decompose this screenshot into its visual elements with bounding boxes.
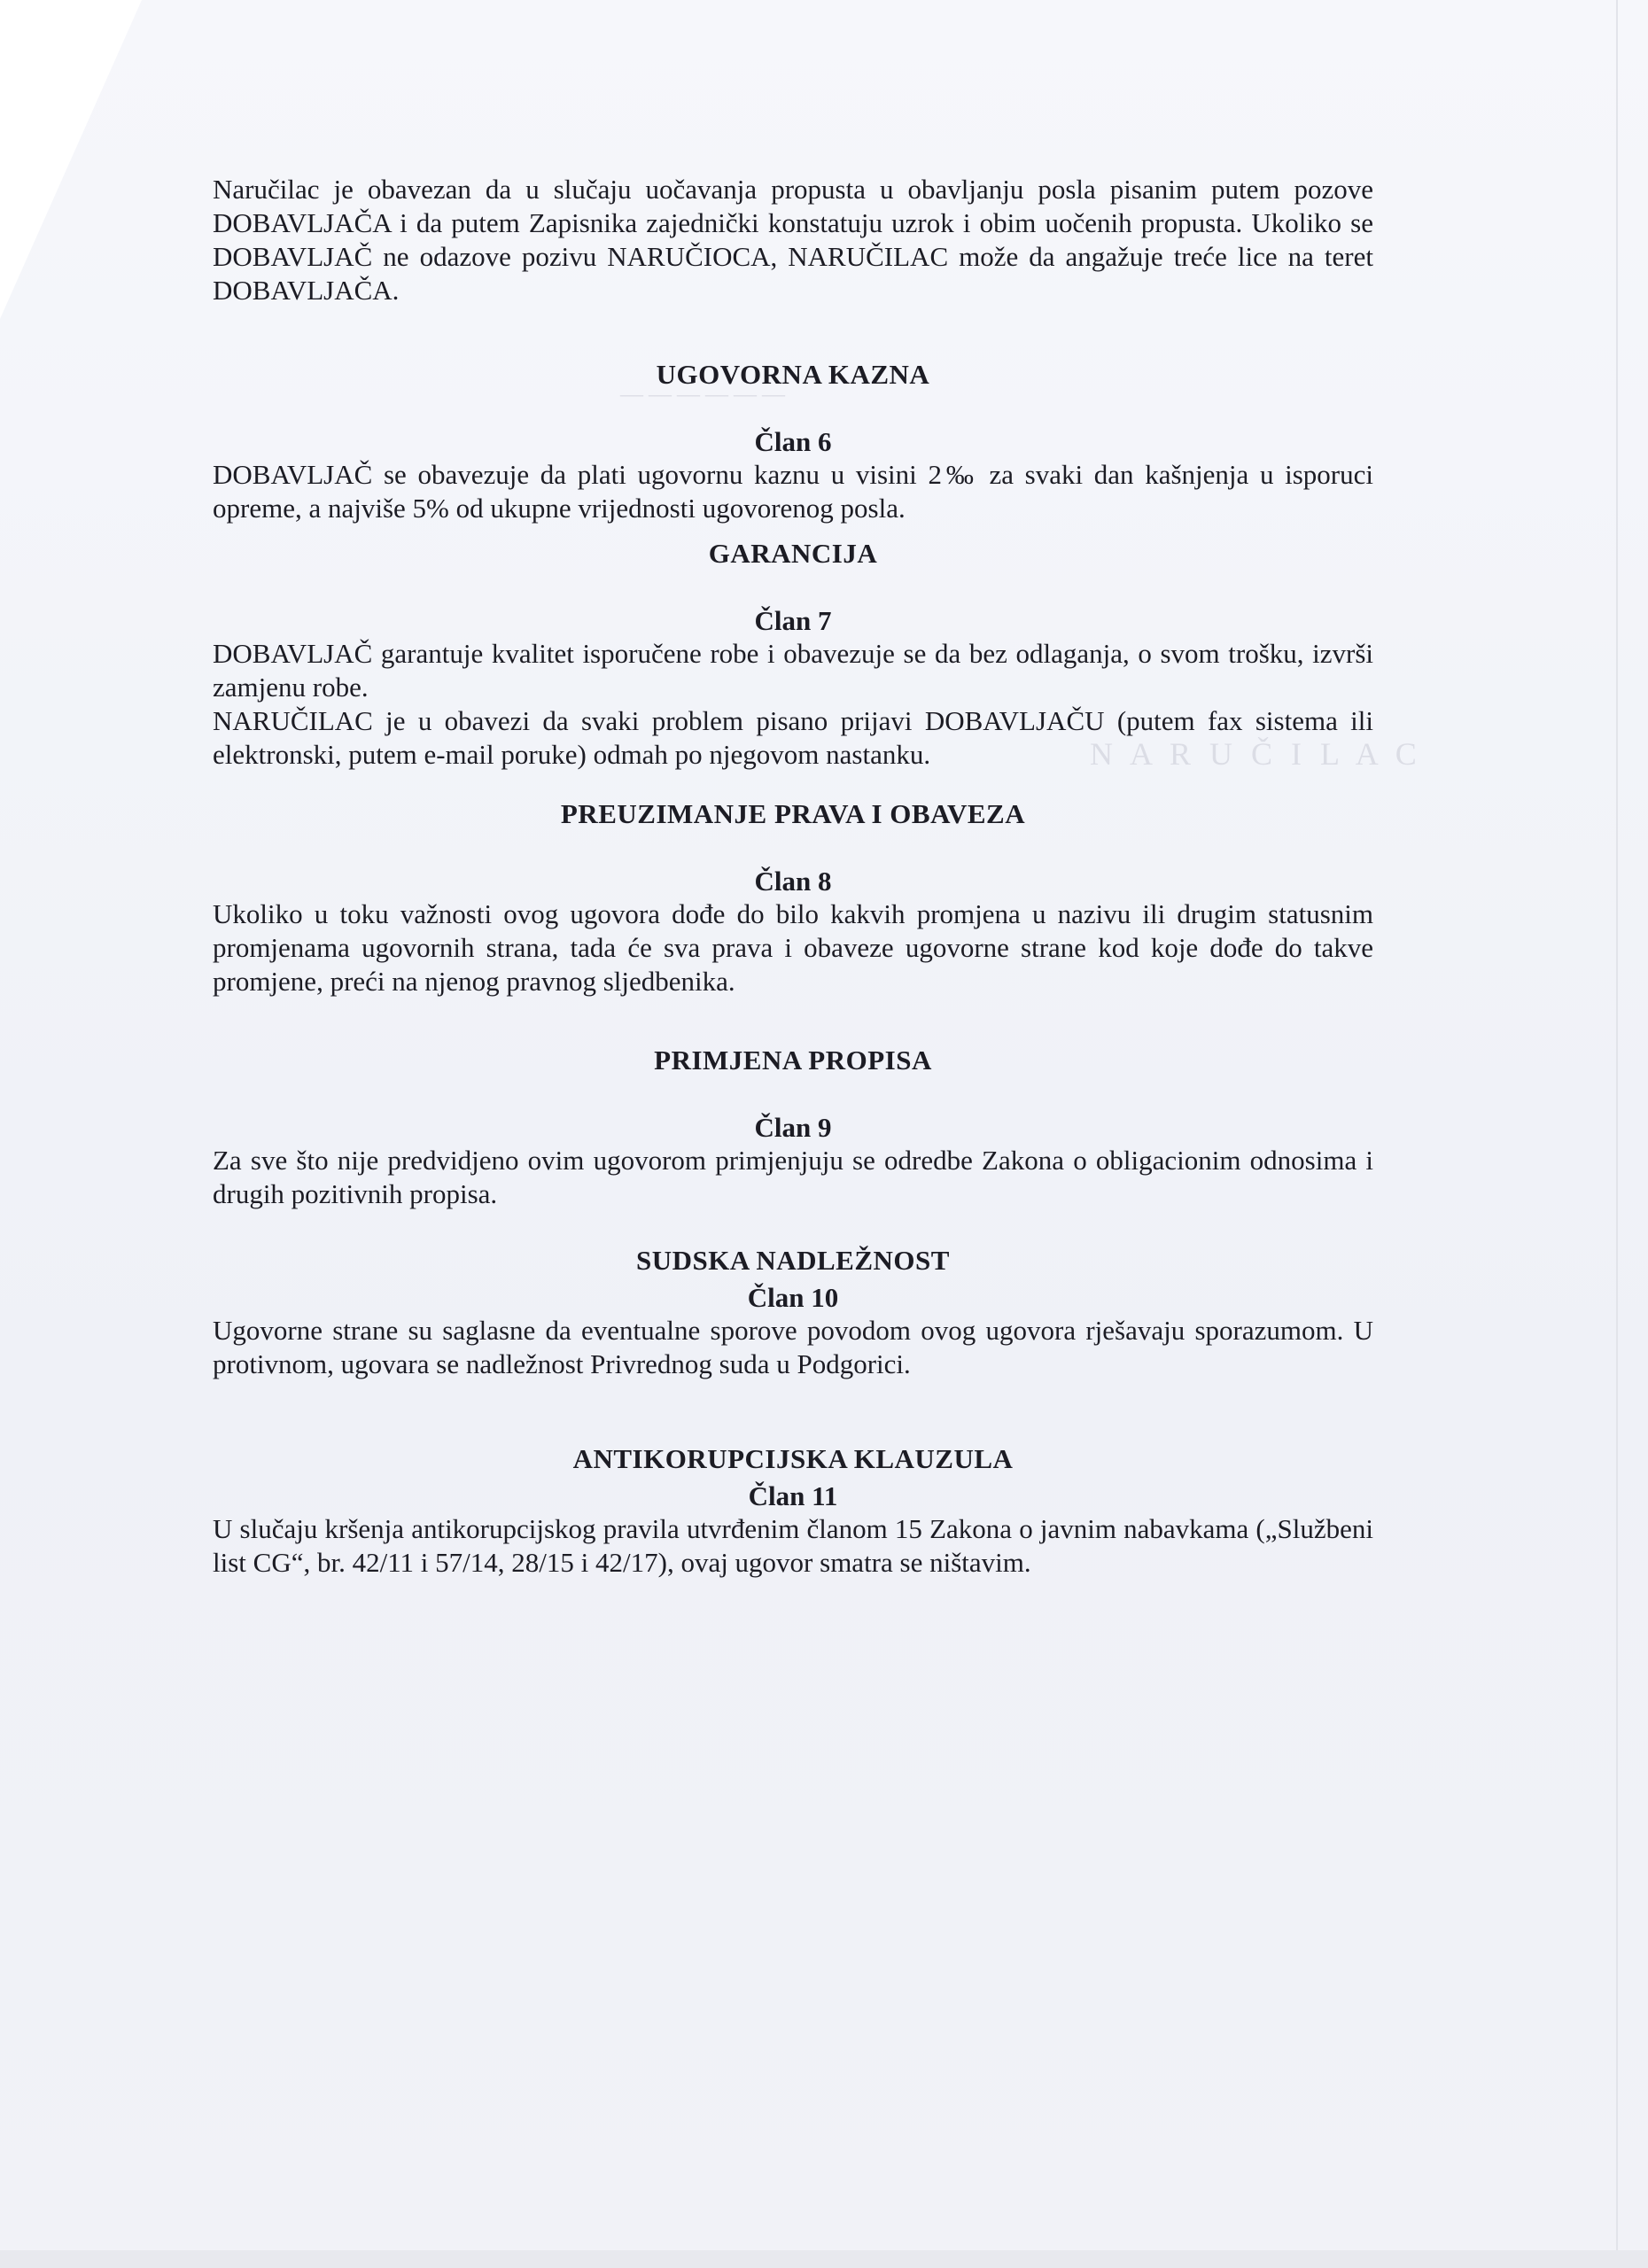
section-heading-regulations: PRIMJENA PROPISA [654,1045,932,1076]
article-10-number: Član 10 [747,1282,839,1313]
article-11-number: Član 11 [748,1480,838,1511]
document-body [213,173,1373,1580]
article-6-text: DOBAVLJAČ se obavezuje da plati ugovornu kaznu u visini 2‰ za svaki dan kašnjenja u isporuci opreme, a najviše 5% od ukupne vrijednosti ugovorenog posla. [213,459,1373,524]
article-6-number: Član 6 [754,426,832,457]
article-11-text: U slučaju kršenja antikorupcijskog pravila utvrđenim članom 15 Zakona o javnim nabavkama („Službeni list CG“, br. 42/11 i 57/14, 28/15 i 42/17), ovaj ugovor smatra se ništavim. [213,1513,1373,1578]
article-7-number: Član 7 [754,605,832,636]
section-heading-guarantee: GARANCIJA [708,538,878,569]
article-7-text-2: NARUČILAC je u obavezi da svaki problem pisano prijavi DOBAVLJAČU (putem fax sistema ili elektronski, putem e-mail poruke) odmah po njegovom nastanku. [213,705,1373,770]
section-heading-rights-transfer: PREUZIMANJE PRAVA I OBAVEZA [560,798,1026,829]
section-heading-anticorruption: ANTIKORUPCIJSKA KLAUZULA [572,1443,1014,1474]
article-8-text: Ukoliko u toku važnosti ovog ugovora dođe do bilo kakvih promjena u nazivu ili drugim statusnim promjenama ugovornih strana, tada će sva prava i obaveze ugovorne strane kod koje dođe do takve promjene, preći na njenog pravnog sljedbenika. [213,898,1373,997]
folded-corner [0,0,142,319]
article-7-text: DOBAVLJAČ garantuje kvalitet isporučene robe i obavezuje se da bez odlaganja, o svom trošku, izvrši zamjenu robe. [213,638,1373,703]
article-9-text: Za sve što nije predvidjeno ovim ugovorom primjenjuju se odredbe Zakona o obligacionim odnosima i drugih pozitivnih propisa. [213,1145,1373,1209]
page-bottom-edge [0,2250,1648,2268]
article-9-number: Član 9 [754,1112,832,1143]
page-edge [1616,0,1618,2268]
article-8-number: Član 8 [754,866,832,897]
intro-paragraph: Naručilac je obavezan da u slučaju uočavanja propusta u obavljanju posla pisanim putem pozove DOBAVLJAČA i da putem Zapisnika zajednički konstatuju uzrok i obim uočenih propusta. Ukoliko se DOBAVLJAČ ne odazove pozivu NARUČIOCA, NARUČILAC može da angažuje treće lice na teret DOBAVLJAČA. [213,174,1373,306]
bleed-through-line: —————— [620,381,790,407]
article-10-text: Ugovorne strane su saglasne da eventualne sporove povodom ovog ugovora rješavaju sporazumom. U protivnom, ugovara se nadležnost Privrednog suda u Podgorici. [213,1315,1373,1379]
section-heading-jurisdiction: SUDSKA NADLEŽNOST [636,1245,950,1276]
bleed-through-text: N A R U Č I L A C [1090,736,1422,772]
section-heading-penalty: UGOVORNA KAZNA [656,359,930,390]
